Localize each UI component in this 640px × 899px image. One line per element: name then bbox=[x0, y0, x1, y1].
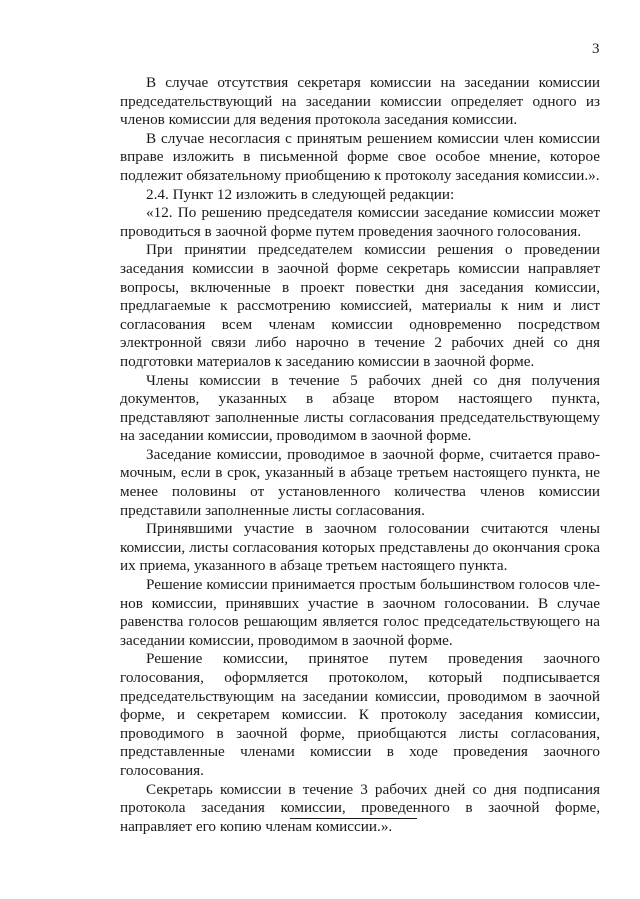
document-body bbox=[120, 74, 600, 836]
paragraph-item-12: «12. По решению председателя комиссии заседание комиссии может проводиться в заочной форме путем проведения заочного голосования. bbox=[120, 204, 600, 240]
paragraph-protocol: Решение комиссии, принятое путем проведения заочного голосования, оформляется протоколом, который подписывается председательствующим на заседании комиссии, проводимом в заочной форме, и секретарем комиссии. К протоколу заседания комиссии, проводимого в заочной форме, приобщаются листы согласования, представленные членами комиссии в ходе проведения заочного голосования. bbox=[120, 650, 600, 779]
paragraph-absentee-meeting-procedure: При принятии председателем комиссии решения о проведении заседания комиссии в заочной форме секретарь комиссии направляет вопросы, включенные в проект повестки дня заседания комиссии, предлагаемые к рассмотрению комиссией, материалы к ним и лист согласования всем членам комиссии одновременно посредством электронной связи либо нарочно в течение 2 рабочих дней со дня подготовки материалов к заседанию комиссии в заочной форме. bbox=[120, 241, 600, 370]
paragraph-participants: Принявшими участие в заочном голосовании считаются члены комиссии, листы согласования которых представлены до окончания срока их приема, указанного в абзаце третьем настоящего пункта. bbox=[120, 520, 600, 575]
paragraph-amendment-2-4: 2.4. Пункт 12 изложить в следующей редакции: bbox=[146, 185, 455, 203]
page-number: 3 bbox=[592, 41, 600, 57]
closing-rule-line bbox=[290, 818, 417, 819]
paragraph-secretary-absence: В случае отсутствия секретаря комиссии на заседании комиссии председательствующий на заседании комиссии определяет одного из членов комиссии для ведения протокола заседания комиссии. bbox=[120, 74, 600, 129]
paragraph-quorum: Заседание комиссии, проводимое в заочной форме, считается правомочным, если в срок, указанный в абзаце третьем настоящего пункта, не менее половины от установленного количества членов комиссии представили заполненные листы согласования. bbox=[120, 445, 600, 519]
paragraph-dissenting-opinion: В случае несогласия с принятым решением комиссии член комиссии вправе изложить в письменной форме свое особое мнение, которое подлежит обязательному приобщению к протоколу заседания комиссии.». bbox=[120, 129, 600, 184]
paragraph-protocol-distribution: Секретарь комиссии в течение 3 рабочих дней со дня подписания протокола заседания комиссии, проведенного в заочной форме, направляет его копию членам комиссии.». bbox=[120, 780, 600, 835]
paragraph-majority-vote: Решение комиссии принимается простым большинством голосов членов комиссии, принявших участие в заочном голосовании. В случае равенства голосов решающим является голос председательствующего на заседании комиссии, проводимом в заочной форме. bbox=[120, 576, 600, 649]
paragraph-approval-sheets: Члены комиссии в течение 5 рабочих дней со дня получения документов, указанных в абзаце втором настоящего пункта, представляют заполненные листы согласования председательствующему на заседании комиссии, проводимом в заочной форме. bbox=[120, 371, 600, 445]
